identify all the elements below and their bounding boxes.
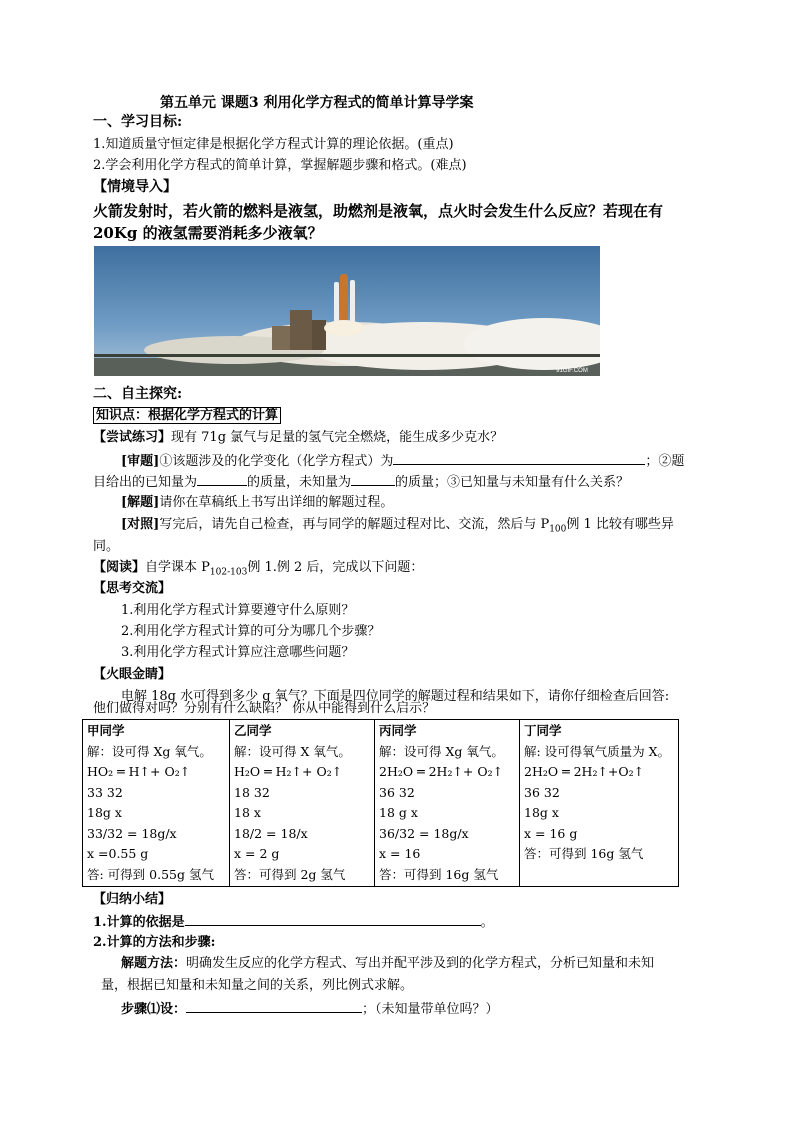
solution-line: 答：可得到 16g 氢气 — [524, 846, 644, 861]
basis-label: 1.计算的依据是 — [93, 915, 185, 930]
solution-line: 18 32 — [234, 784, 270, 800]
student-bing-cell — [375, 720, 520, 887]
solve-text: 请你在草稿纸上书写出详细的解题过程。 — [159, 495, 394, 510]
student-name: 乙同学 — [234, 723, 272, 738]
method-line1 — [121, 955, 654, 973]
review-text-e: 的质量；③已知量与未知量有什么关系？ — [395, 475, 630, 490]
review-text-c: 目给出的已知量为 — [93, 475, 198, 490]
compare-line2: 同。 — [93, 539, 120, 554]
compare-page-sub: 100 — [549, 524, 567, 535]
solution-line: 33/32 = 18g/x — [87, 825, 177, 841]
section-heading-goals: 一、学习目标: — [93, 114, 183, 130]
try-practice-line — [93, 429, 503, 447]
student-name: 丁同学 — [524, 723, 562, 738]
solution-line: 18g x — [87, 805, 122, 820]
knowledge-point-box — [93, 407, 281, 425]
solution-line: 18 x — [234, 805, 261, 820]
solution-line: 2H₂O ═ 2H₂↑+ O₂↑ — [379, 764, 504, 779]
compare-line1 — [121, 516, 674, 539]
summary-heading: 【归纳小结】 — [93, 892, 172, 907]
reading-line — [93, 559, 423, 582]
goal-1: 1.知道质量守恒定律是根据化学方程式计算的理论依据。(重点) — [93, 137, 454, 152]
solution-line: 36/32 = 18g/x — [379, 825, 469, 841]
read-label: 【阅读】 — [93, 560, 146, 575]
think-question-1: 1.利用化学方程式计算要遵守什么原则？ — [121, 603, 355, 618]
method-line2: 量，根据已知量和未知量之间的关系，列比例式求解。 — [101, 978, 414, 993]
eye-heading: 【火眼金睛】 — [93, 667, 172, 682]
review-text-a: ①该题涉及的化学变化（化学方程式）为 — [159, 454, 394, 469]
intro-question-line1: 火箭发射时，若火箭的燃料是液氢，助燃剂是液氧，点火时会发生什么反应？若现在有 — [93, 202, 664, 220]
intro-heading: 【情境导入】 — [93, 179, 177, 195]
step-set-blank[interactable] — [186, 999, 362, 1013]
section-heading-explore: 二、自主探究: — [93, 386, 183, 402]
photo-watermark: 91GIF.COM — [556, 368, 588, 374]
think-question-2: 2.利用化学方程式计算的可分为哪几个步骤？ — [121, 624, 381, 639]
known-quantity-blank[interactable] — [197, 472, 247, 486]
student-jia-cell — [83, 720, 230, 887]
compare-text-b: 例 1 比较有哪些异 — [566, 517, 674, 532]
eye-question-line1: 电解 18g 水可得到多少 g 氧气？下面是四位同学的解题过程和结果如下，请你仔细检查后回答: — [121, 689, 670, 704]
student-name: 丙同学 — [379, 723, 417, 738]
goal-2: 2.学会利用化学方程式的简单计算，掌握解题步骤和格式。(难点) — [93, 158, 467, 173]
step-note: ；（未知量带单位吗？） — [362, 1002, 499, 1017]
solution-line: 答: 可得到 0.55g 氢气 — [87, 866, 214, 882]
solution-line: x = 16 — [379, 846, 421, 861]
solution-line: 2H₂O ═ 2H₂↑+O₂↑ — [524, 764, 645, 779]
solution-line: x = 16 g — [524, 825, 578, 841]
review-text-d: 的质量，未知量为 — [247, 475, 352, 490]
compare-label: [对照] — [121, 517, 160, 532]
solution-line: 36 32 — [524, 784, 560, 800]
student-solutions-table — [82, 719, 679, 887]
rocket-launch-photo — [94, 246, 600, 376]
solution-line: 18/2 = 18/x — [234, 825, 308, 841]
eye-question-line2: 他们做得对吗？分别有什么缺陷？ 你从中能得到什么启示？ — [93, 701, 436, 716]
solution-line: 答：可得到 16g 氢气 — [379, 866, 499, 882]
solution-line: HO₂ ═ H↑+ O₂↑ — [87, 764, 191, 779]
solution-line: 解：设可得 Xg 氧气。 — [379, 743, 504, 759]
solve-label: [解题] — [121, 495, 160, 510]
basis-line — [93, 912, 494, 932]
solution-line: 18 g x — [379, 805, 418, 820]
solution-line: 33 32 — [87, 784, 123, 800]
student-yi-cell — [230, 720, 375, 887]
unknown-quantity-blank[interactable] — [351, 472, 395, 486]
solution-line: 答：可得到 2g 氢气 — [234, 866, 346, 882]
read-text-a: 自学课本 P — [145, 560, 210, 575]
think-heading: 【思考交流】 — [93, 581, 172, 596]
rocket-launch-illustration — [94, 246, 600, 376]
method-label: 解题方法： — [121, 956, 187, 971]
solution-line: x =0.55 g — [87, 846, 149, 861]
step-line — [121, 999, 499, 1019]
student-name: 甲同学 — [87, 723, 125, 738]
solution-line — [524, 865, 674, 886]
solution-line: x = 2 g — [234, 846, 280, 861]
basis-period: 。 — [480, 915, 494, 930]
step-label: 步骤⑴设： — [121, 1002, 187, 1017]
equation-blank[interactable] — [393, 451, 645, 465]
review-line2 — [93, 472, 629, 492]
method-heading: 2.计算的方法和步骤: — [93, 935, 216, 950]
think-question-3: 3.利用化学方程式计算应注意哪些问题？ — [121, 645, 355, 660]
read-page-sub: 102-103 — [209, 567, 248, 578]
try-label: 【尝试练习】 — [93, 430, 172, 445]
method-text-1: 明确发生反应的化学方程式、写出并配平涉及到的化学方程式，分析已知量和未知 — [186, 956, 655, 971]
review-text-b: ；②题 — [645, 454, 685, 469]
solution-line: 解：设可得 X 氧气。 — [234, 743, 351, 759]
read-text-b: 例 1.例 2 后，完成以下问题： — [247, 560, 424, 575]
review-label: [审题] — [121, 454, 160, 469]
solve-line — [121, 494, 393, 512]
compare-text-a: 写完后，请先自己检查，再与同学的解题过程对比、交流，然后与 P — [159, 517, 550, 532]
solution-line: 36 32 — [379, 784, 415, 800]
knowledge-point-label: 知识点：根据化学方程式的计算 — [93, 407, 281, 424]
student-ding-cell — [520, 720, 679, 887]
solution-line: 解: 设可得氧气质量为 X。 — [524, 743, 671, 759]
solution-line: 解：设可得 Xg 氧气。 — [87, 743, 212, 759]
intro-question-line2: 20Kg 的液氢需要消耗多少液氧？ — [93, 224, 323, 242]
try-text: 现有 71g 氯气与足量的氢气完全燃烧，能生成多少克水？ — [171, 430, 504, 445]
review-line1 — [121, 451, 684, 471]
solution-line: H₂O ═ H₂↑+ O₂↑ — [234, 764, 343, 779]
solution-line: 18g x — [524, 805, 559, 820]
page-title: 第五单元 课题3 利用化学方程式的简单计算导学案 — [160, 95, 474, 111]
basis-blank[interactable] — [185, 912, 481, 926]
